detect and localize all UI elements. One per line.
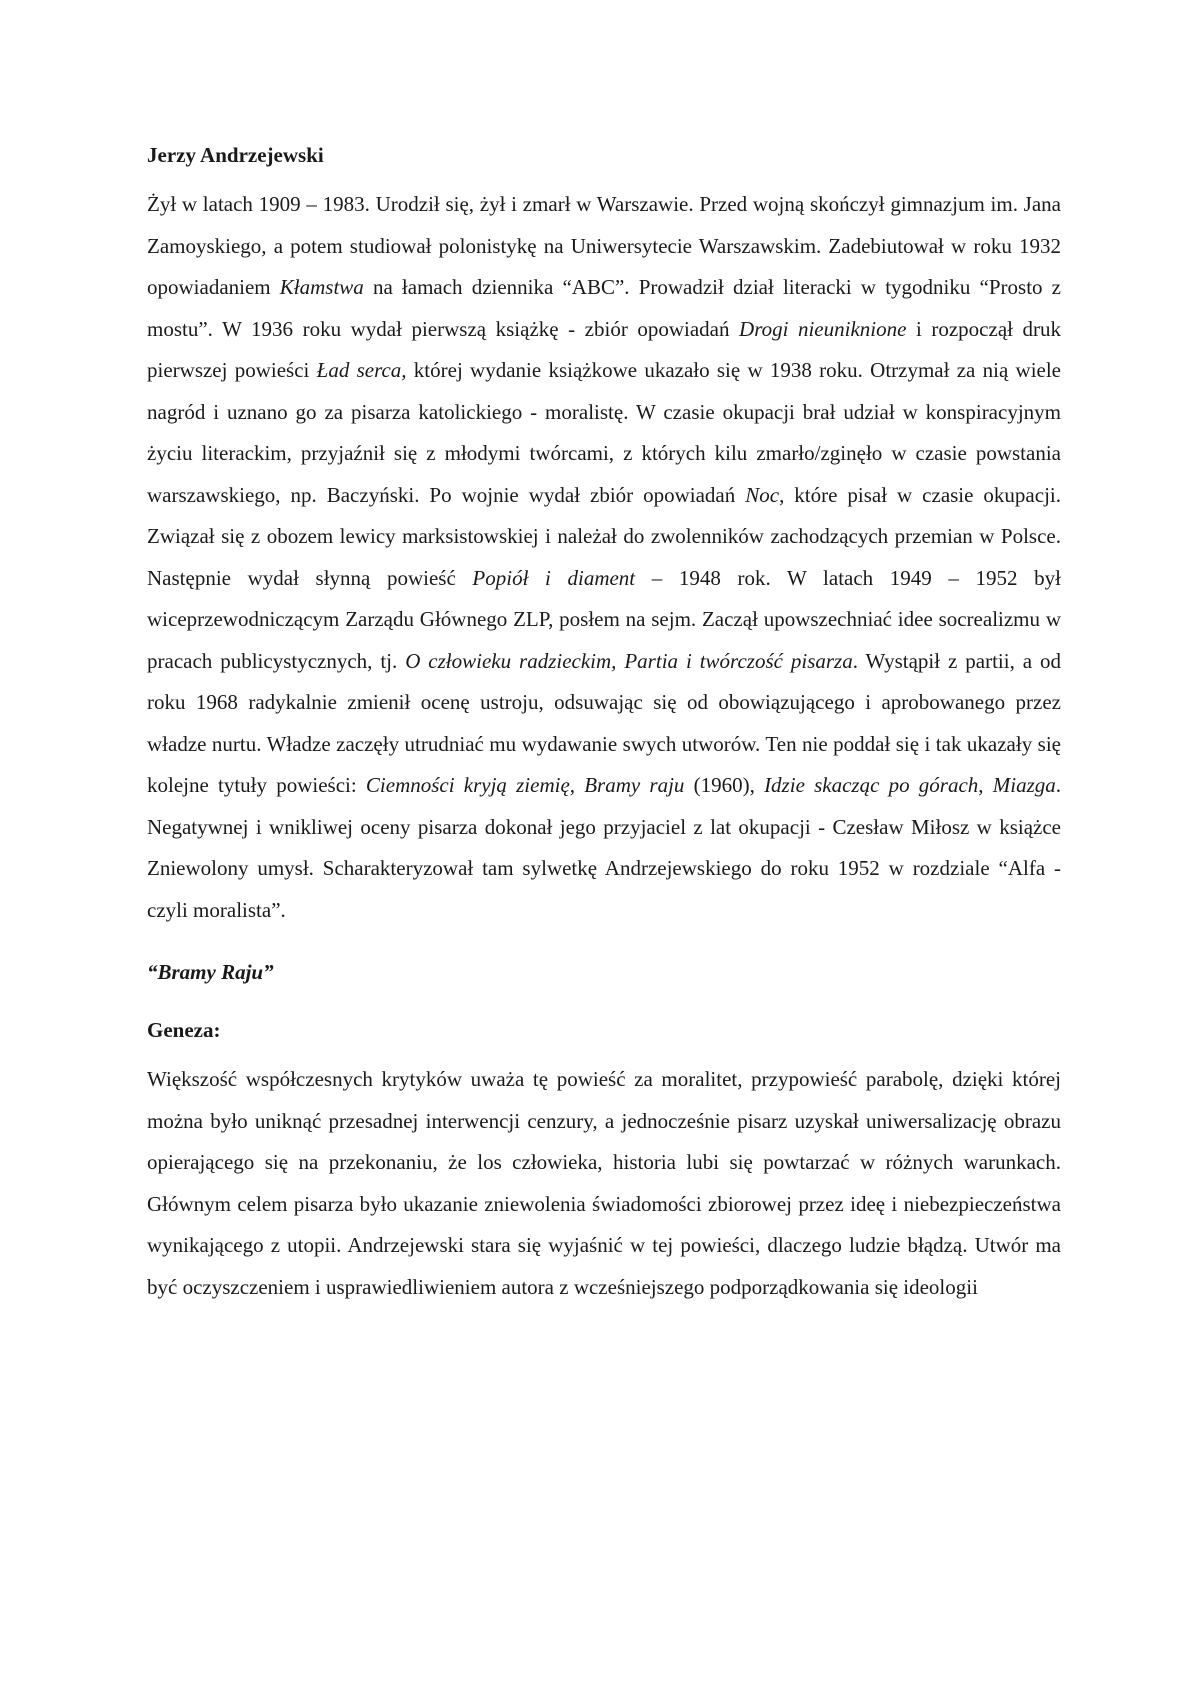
work-title: Idzie skacząc po górach: [764, 773, 979, 797]
text-run: na łamach dziennika “ABC”. Prowadził dział literacki w tygodniku “Prosto z mostu”. W 1936 roku wydał pierwszą książkę - zbiór opowiadań: [147, 275, 1061, 341]
text-run: , które pisał w czasie okupacji. Związał się z obozem lewicy marksistowskiej i należał do zwolenników zachodzących przemian w Polsce. Następnie wydał słynną powieść: [147, 482, 1061, 590]
text-run: . Negatywnej i wnikliwej oceny pisarza dokonał jego przyjaciel z lat okupacji - Czesław Miłosz w książce Zniewolony umysł. Scharakteryzował tam sylwetkę Andrzejewskiego do roku 1952 w rozdziale “Alfa - czyli moralista”.: [147, 773, 1061, 922]
work-title: Noc: [745, 482, 780, 507]
book-title-heading: “Bramy Raju”: [147, 960, 274, 984]
work-title: Bramy raju: [584, 773, 685, 797]
genesis-heading: Geneza:: [147, 1018, 221, 1042]
document-title: Jerzy Andrzejewski: [147, 143, 324, 167]
text-run: – 1948 rok. W latach 1949 – 1952 był wiceprzewodniczącym Zarządu Głównego ZLP, posłem na sejm. Zaczął upowszechniać idee socrealizmu w pracach publicystycznych, tj.: [147, 565, 1061, 673]
work-title: Drogi nieuniknione: [739, 316, 907, 341]
work-title: Ład serca,: [316, 358, 407, 382]
biography-paragraph: [147, 184, 1061, 931]
text-run: ,: [569, 773, 585, 797]
text-run: której wydanie książkowe ukazało się w 1938 roku. Otrzymał za nią wiele nagród i uznano go za pisarza katolickiego - moralistę. W czasie okupacji brał udział w konspiracyjnym życiu literackim, przyjaźnił się z młodymi twórcami, z których kilu zmarło/zginęło w czasie powstania warszawskiego, np. Baczyński. Po wojnie wydał zbiór opowiadań: [147, 358, 1062, 507]
text-run: (1960),: [684, 773, 765, 797]
text-run: . Wystąpił z partii, a od roku 1968 radykalnie zmienił ocenę ustroju, odsuwając się od obowiązującego i aprobowanego przez władze nurtu. Władze zaczęły utrudniać mu wydawanie swych utworów. Ten nie poddał się i tak ukazały się kolejne tytuły powieści:: [147, 648, 1061, 797]
work-title: Miazga: [992, 773, 1056, 797]
work-title: Kłamstwa: [279, 275, 364, 299]
text-run: ,: [978, 773, 993, 797]
genesis-paragraph: Większość współczesnych krytyków uważa tę powieść za moralitet, przypowieść parabolę, dzięki której można było uniknąć przesadnej interwencji cenzury, a jednocześnie pisarz uzyskał uniwersalizację obrazu opierającego się na przekonaniu, że los człowieka, historia lubi się powtarzać w różnych warunkach. Głównym celem pisarza było ukazanie zniewolenia świadomości zbiorowej przez ideę i niebezpieczeństwa wynikającego z utopii. Andrzejewski stara się wyjaśnić w tej powieści, dlaczego ludzie błądzą. Utwór ma być oczyszczeniem i usprawiedliwieniem autora z wcześniejszego podporządkowania się ideologii: [147, 1067, 1061, 1299]
work-title: Ciemności kryją ziemię: [365, 773, 570, 797]
work-title: Popiół i diament: [472, 565, 636, 590]
work-title: O człowieku radzieckim, Partia i twórczość pisarza: [405, 648, 853, 673]
text-run: i rozpoczął druk pierwszej powieści: [147, 316, 1062, 382]
document-page: [147, 140, 1061, 1308]
text-run: Żył w latach 1909 – 1983. Urodził się, żył i zmarł w Warszawie. Przed wojną skończył gimnazjum im. Jana Zamoyskiego, a potem studiował polonistykę na Uniwersytecie Warszawskim. Zadebiutował w roku 1932 opowiadaniem: [147, 192, 1061, 299]
